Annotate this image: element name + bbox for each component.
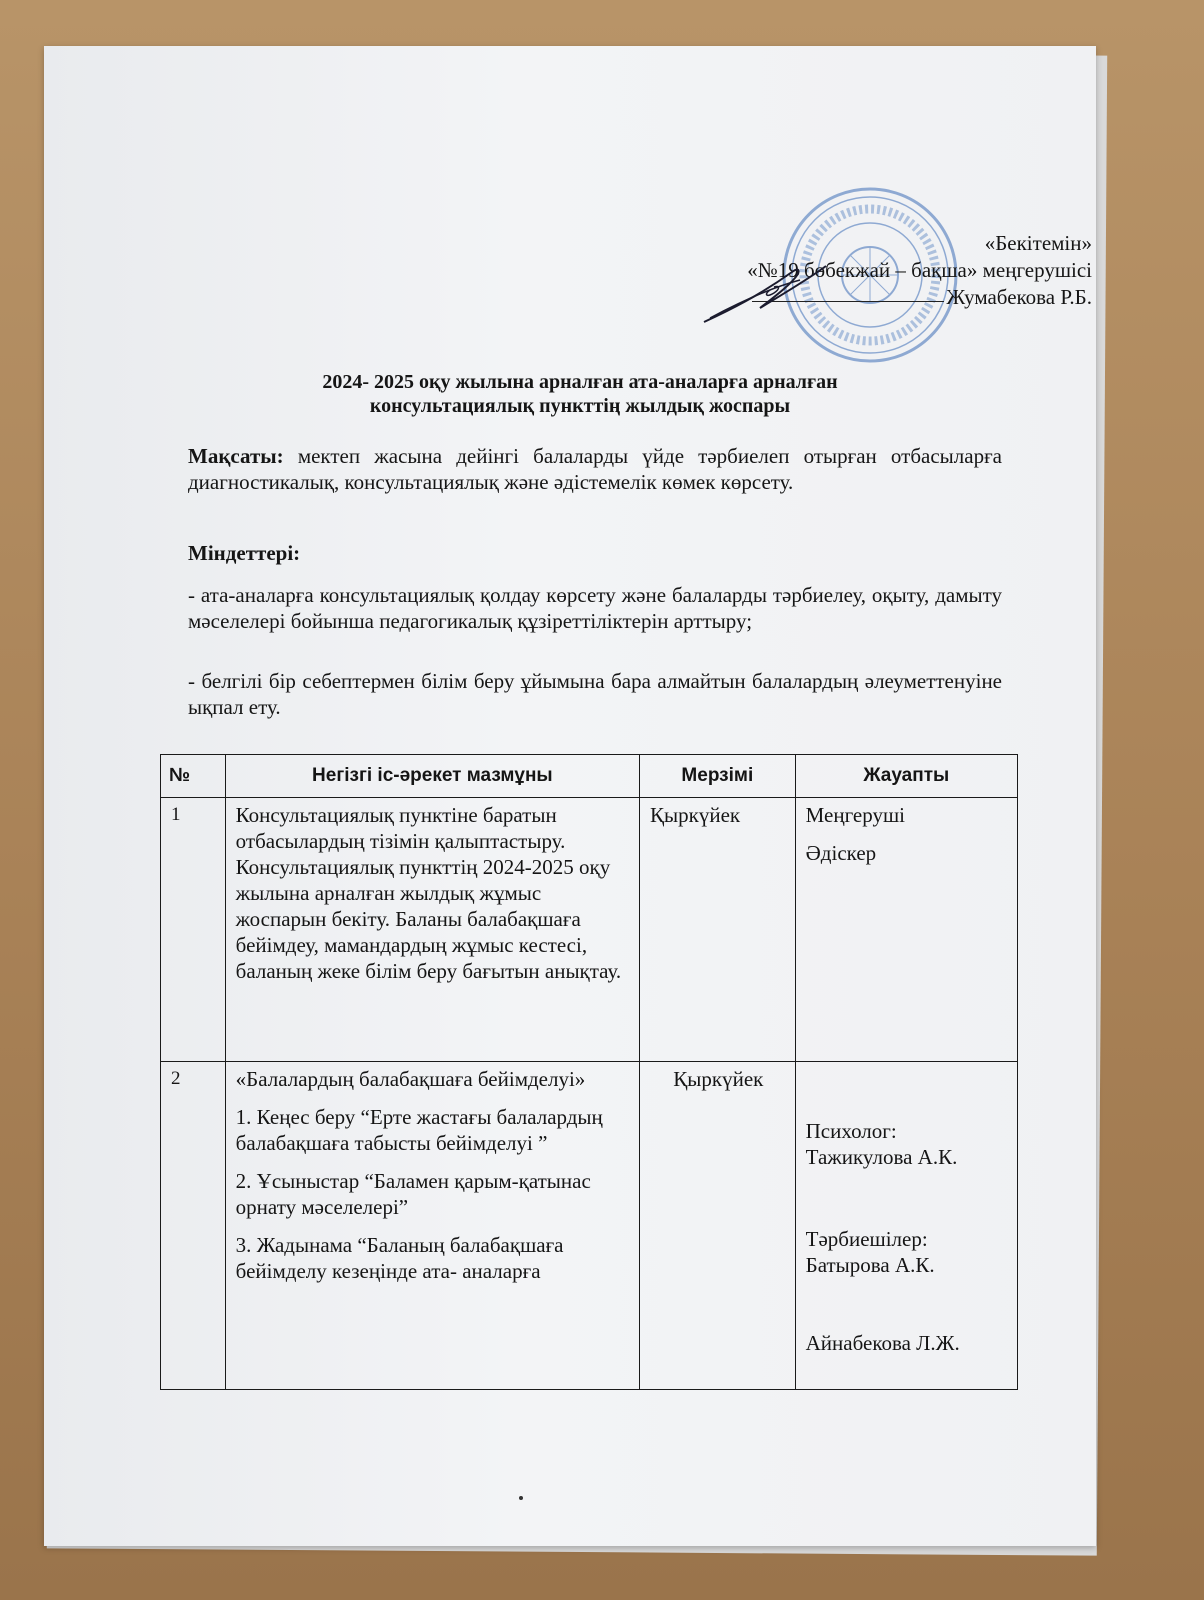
- approver-name: Жумабекова Р.Б.: [946, 285, 1092, 309]
- row-number: 1: [161, 798, 226, 1062]
- row-activity: [225, 1062, 639, 1390]
- approval-label: «Бекітемін»: [984, 231, 1092, 255]
- responsible-line: Меңгеруші: [805, 803, 905, 827]
- activity-line: Консультациялық пункттің 2024-2025 оқу жылына арналған жылдық жұмыс жоспарын бекіту. Баланы балабақшаға бейімдеу, мамандардың жұмыс кестесі, баланың жеке білім беру бағытын анықтау.: [235, 855, 622, 983]
- table-header-row: [161, 755, 1018, 798]
- page-dot: [519, 1496, 523, 1500]
- responsible-line: Тажикулова А.К.: [805, 1145, 958, 1169]
- table-row: [161, 1062, 1018, 1390]
- responsible-line: Әдіскер: [805, 841, 877, 865]
- approver-position: «№19 бөбекжай – бақша» меңгерушісі: [747, 258, 1092, 282]
- header-term: Мерзімі: [640, 755, 796, 798]
- activity-line: «Балалардың балабақшаға бейімделуі»: [235, 1067, 586, 1091]
- header-activity: Негізгі іс-әрекет мазмұны: [225, 755, 639, 798]
- activity-line: 2. Ұсыныстар “Баламен қарым-қатынас орнату мәселелері”: [235, 1169, 591, 1219]
- document-title: [160, 370, 1000, 418]
- task-item-1: - ата-аналарға консультациялық қолдау көрсету және балаларды тәрбиелеу, оқыту, дамыту мәселелері бойынша педагогикалық құзіреттіліктерін арттыру;: [188, 583, 1002, 633]
- plan-table: [160, 754, 1018, 1390]
- row-responsible: [795, 798, 1017, 1062]
- row-activity: [225, 798, 639, 1062]
- title-line-2: консультациялық пункттің жылдық жоспары: [369, 395, 791, 417]
- responsible-line: Психолог:: [805, 1119, 897, 1143]
- header-number: №: [161, 755, 226, 798]
- tasks-heading: Міндеттері:: [188, 541, 301, 565]
- row-term: Қыркүйек: [640, 798, 796, 1062]
- goal-paragraph: [188, 443, 1002, 495]
- title-line-1: 2024- 2025 оқу жылына арналған ата-аналарға арналған: [322, 371, 838, 393]
- goal-label: Мақсаты:: [188, 444, 284, 468]
- row-number: 2: [161, 1062, 226, 1390]
- task-item-2: - белгілі бір себептермен білім беру ұйымына бара алмайтын балалардың әлеуметтенуіне ықпал ету.: [188, 669, 1002, 719]
- table-row: [161, 798, 1018, 1062]
- row-term: Қыркүйек: [640, 1062, 796, 1390]
- goal-text: мектеп жасына дейінгі балаларды үйде тәрбиелеп отырған отбасыларға диагностикалық, консультациялық және әдістемелік көмек көрсету.: [188, 444, 1002, 494]
- activity-line: 1. Кеңес беру “Ерте жастағы балалардың балабақшаға табысты бейімделуі ”: [235, 1105, 603, 1155]
- activity-line: 3. Жадынама “Баланың балабақшаға бейімделу кезеңінде ата- аналарға: [235, 1233, 564, 1283]
- responsible-line: Батырова А.К.: [805, 1253, 935, 1277]
- row-responsible: [795, 1062, 1017, 1390]
- responsible-line: Тәрбиешілер:: [805, 1227, 928, 1251]
- responsible-line: Айнабекова Л.Ж.: [805, 1331, 960, 1355]
- activity-line: Консультациялық пунктіне баратын отбасылардың тізімін қалыптастыру.: [235, 803, 566, 853]
- header-responsible: Жауапты: [795, 755, 1017, 798]
- handwritten-signature: [700, 260, 830, 330]
